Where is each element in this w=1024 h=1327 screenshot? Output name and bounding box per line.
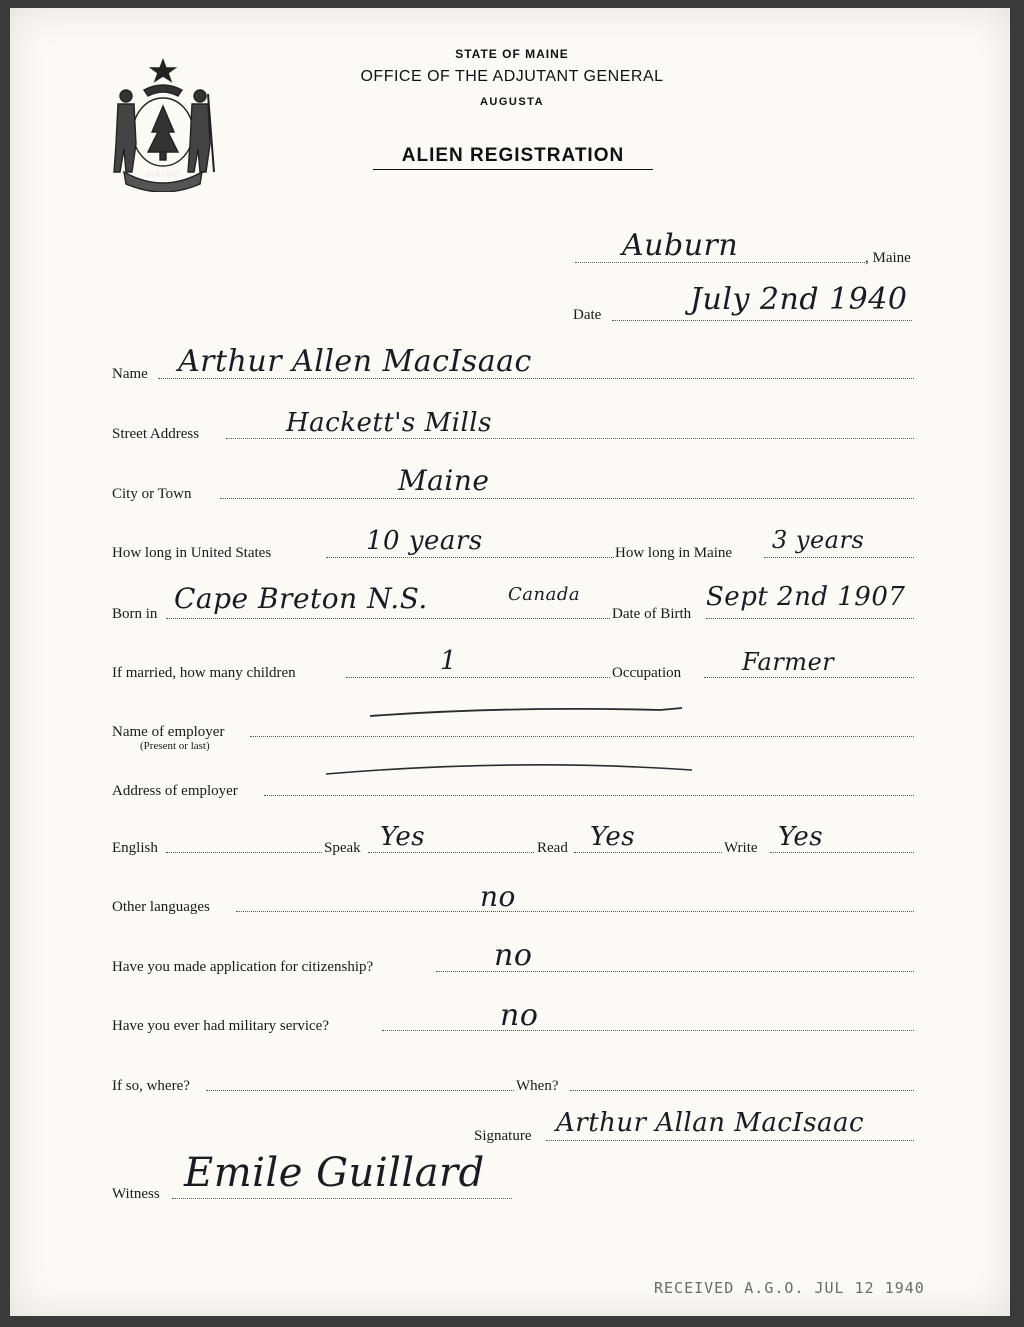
born-label: Born in <box>112 606 158 622</box>
occupation-label: Occupation <box>612 665 682 681</box>
read-value: Yes <box>590 822 636 852</box>
employer-sub: (Present or last) <box>140 740 210 752</box>
dob-label: Date of Birth <box>612 606 692 622</box>
street-value: Hackett's Mills <box>286 408 492 438</box>
city-label: City or Town <box>112 486 192 502</box>
born-extra: Canada <box>508 584 581 605</box>
write-value: Yes <box>778 822 824 852</box>
us-value: 10 years <box>366 526 483 556</box>
born-line <box>166 618 610 619</box>
military-value: no <box>500 998 539 1033</box>
employer-label: Name of employer <box>112 724 225 740</box>
employer-address-line <box>264 795 914 796</box>
born-value: Cape Breton N.S. <box>174 582 428 615</box>
header-state: STATE OF MAINE <box>455 47 569 61</box>
us-label: How long in United States <box>112 545 272 561</box>
read-label: Read <box>537 840 568 856</box>
place-suffix: , Maine <box>865 250 911 266</box>
form-title: ALIEN REGISTRATION <box>373 145 653 170</box>
other-lang-value: no <box>480 880 516 913</box>
dob-value: Sept 2nd 1907 <box>706 582 906 612</box>
city-value: Maine <box>398 464 490 497</box>
city-line <box>220 498 914 499</box>
speak-value: Yes <box>380 822 426 852</box>
children-value: 1 <box>440 646 458 676</box>
place-value: Auburn <box>622 228 739 263</box>
signature-label: Signature <box>474 1128 532 1144</box>
name-value: Arthur Allen MacIsaac <box>178 344 532 379</box>
signature-line <box>546 1140 914 1141</box>
where-line <box>206 1090 514 1091</box>
children-label: If married, how many children <box>112 665 296 681</box>
date-value: July 2nd 1940 <box>690 282 908 317</box>
street-label: Street Address <box>112 426 200 442</box>
speak-label: Speak <box>324 840 361 856</box>
street-line <box>226 438 914 439</box>
header-city: AUGUSTA <box>479 96 545 108</box>
when-line <box>570 1090 914 1091</box>
military-line <box>382 1030 914 1031</box>
occupation-value: Farmer <box>742 648 835 676</box>
english-line <box>166 852 322 853</box>
employer-address-dash-stroke <box>316 752 716 782</box>
name-label: Name <box>112 366 148 382</box>
witness-line <box>172 1198 512 1199</box>
employer-dash-stroke <box>360 696 700 726</box>
witness-value: Emile Guillard <box>184 1150 485 1196</box>
english-label: English <box>112 840 158 856</box>
maine-value: 3 years <box>772 526 865 554</box>
where-label: If so, where? <box>112 1078 190 1094</box>
read-line <box>574 852 722 853</box>
other-lang-label: Other languages <box>112 899 210 915</box>
citizenship-value: no <box>494 938 533 973</box>
occupation-line <box>704 677 914 678</box>
citizenship-label: Have you made application for citizenship? <box>112 959 374 975</box>
us-line <box>326 557 614 558</box>
witness-label: Witness <box>112 1186 160 1202</box>
military-label: Have you ever had military service? <box>112 1018 329 1034</box>
write-label: Write <box>724 840 758 856</box>
date-label: Date <box>573 307 602 323</box>
maine-label: How long in Maine <box>615 545 733 561</box>
header-office: OFFICE OF THE ADJUTANT GENERAL <box>360 68 664 85</box>
write-line <box>770 852 914 853</box>
employer-line <box>250 736 914 737</box>
seal-banner-text: MAINE <box>146 169 180 179</box>
date-line <box>612 320 912 321</box>
received-stamp: RECEIVED A.G.O. JUL 12 1940 <box>654 1279 925 1297</box>
other-lang-line <box>236 911 914 912</box>
signature-value: Arthur Allan MacIsaac <box>556 1108 865 1138</box>
children-line <box>346 677 610 678</box>
speak-line <box>368 852 534 853</box>
employer-address-label: Address of employer <box>112 783 238 799</box>
when-label: When? <box>516 1078 559 1094</box>
maine-line <box>764 557 914 558</box>
dob-line <box>706 618 914 619</box>
